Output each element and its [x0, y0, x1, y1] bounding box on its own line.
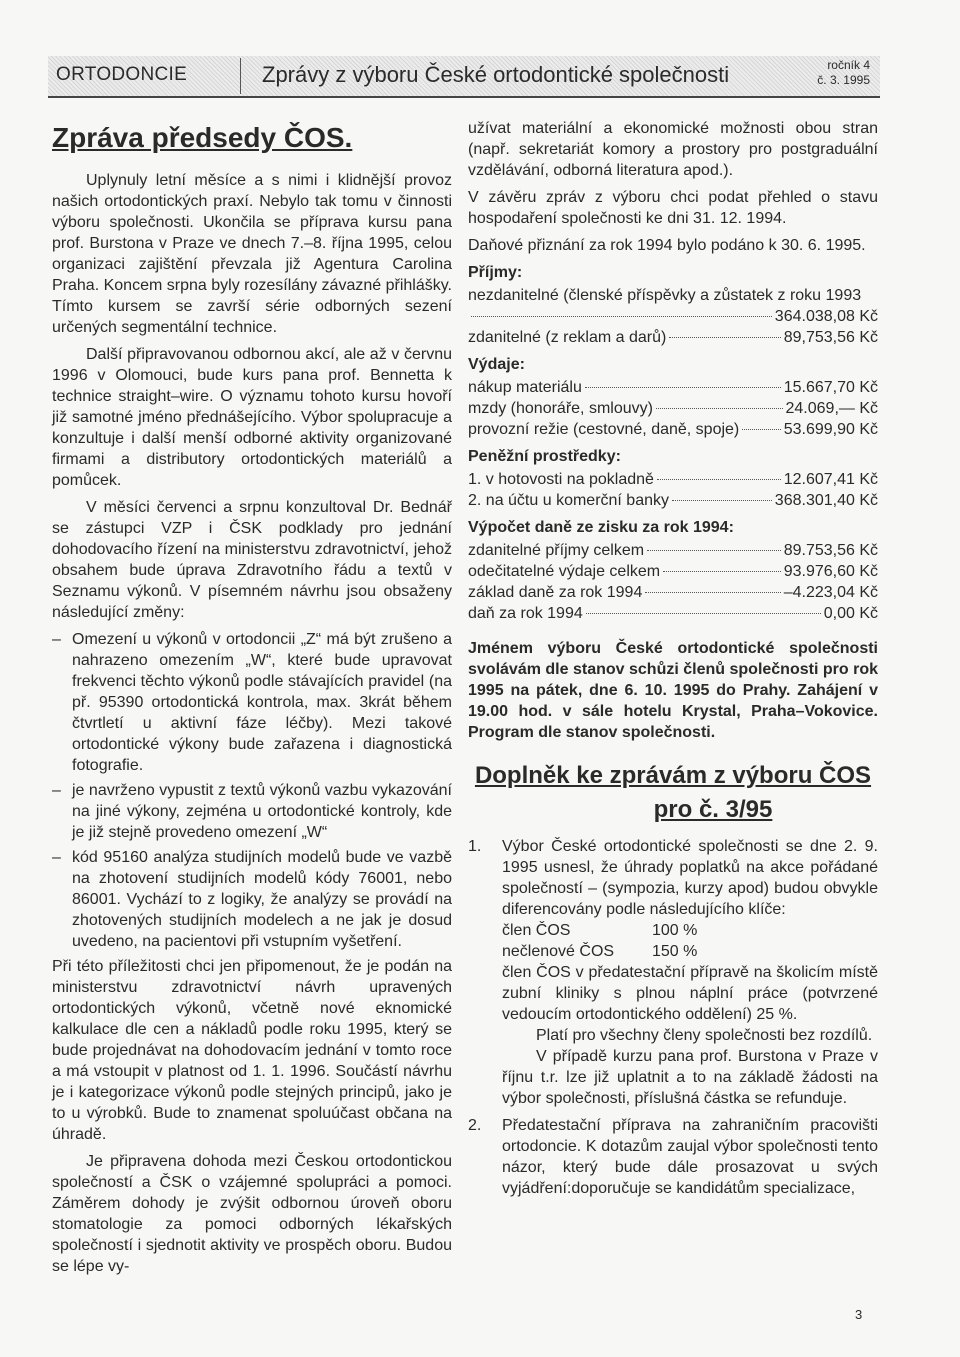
expense-value: 24.069,— Kč: [785, 400, 878, 417]
item-text: člen ČOS v předatestační přípravě na školicím místě zubní kliniky s plnou náplní práce (potvrzené vedoucím ortodontického oddělení) 25 %.: [502, 964, 878, 1023]
expense-label: provozní režie (cestovné, daně, spoje): [468, 421, 740, 438]
expense-value: 15.667,70 Kč: [783, 379, 878, 396]
rate-row: [502, 941, 762, 962]
paragraph: Je připravena dohoda mezi Českou ortodontickou společností a ČSK o vzájemné spolupráci a pomoci. Záměrem dohody je zvýšit odbornou úroveň oboru stomatologie za pomoci odborných lékařských společností i sjednotit aktivity ve prospěch oboru. Budou se lépe vy-: [52, 1153, 452, 1275]
list-item: [468, 1115, 878, 1199]
rate-row: [502, 920, 762, 941]
leader-dots: [645, 592, 780, 593]
income-value: 89,753,56 Kč: [783, 329, 878, 346]
tax-row: [468, 561, 878, 582]
cash-row: [468, 490, 878, 511]
paragraph: V závěru zpráv z výboru chci podat přehled o stavu hospodaření společnosti ke dni 31. 12. 1994.: [468, 189, 878, 227]
list-item: – je navrženo vypustit z textů výkonů vazbu vykazování na jiné výkony, zejména u ortodontické kontroly, kde je již stejně provedeno omezení „W“: [52, 780, 452, 843]
income-value: 364.038,08 Kč: [774, 308, 878, 325]
item-text: V případě kurzu pana prof. Burstona v Praze v říjnu t.r. lze již uplatnit a to na základě žádosti na výbor společnosti, příslušná částka se refunduje.: [502, 1048, 878, 1107]
list-item: – Omezení u výkonů v ortodoncii „Z“ má být zrušeno a nahrazeno omezením „W“, které bude upravovat frekvenci těchto výkonů podle stávajících pravidel (na př. 95390 ortodontická kontrola, max. 3krát během čtvrtletí u aktivní fáze léčby). Mezi takové ortodontické výkony bude zařazena i diagnostická fotografie.: [52, 629, 452, 776]
cash-label: 2. na účtu u komerční banky: [468, 492, 669, 509]
tax-value: 93.976,60 Kč: [783, 563, 878, 580]
item-text: Předatestační příprava na zahraničním pracovišti ortodoncie. K dotazům zaujal výbor společnosti tento názor, který bude dále prosazovat u svých vyjádření:doporučuje se kandidátům specializace,: [502, 1117, 878, 1197]
leader-dots: [647, 550, 781, 551]
rate-label: člen ČOS: [502, 922, 571, 939]
expense-row: [468, 377, 878, 398]
leader-dots: [672, 500, 772, 501]
leader-dots: [669, 337, 780, 338]
leader-dots: [586, 613, 821, 614]
expense-label: nákup materiálu: [468, 379, 582, 396]
page-header: [48, 56, 880, 98]
item-text: Výbor České ortodontické společnosti se dne 2. 9. 1995 usnesl, že úhrady poplatků na akce pořádané společností – (sympozia, kurzy apod) budou obvykle diferencovány podle následujícího klíče:: [502, 838, 878, 918]
paragraph: V měsíci červenci a srpnu konzultoval Dr. Bednář se zástupci VZP i ČSK podklady pro jednání dohodovacího řízení na ministerstvu zdravotnictví, jehož obsahem bude úprava Zdravotního řádu a textů v Seznamu výkonů. V písemném návrhu jsou obsaženy následující změny:: [52, 499, 452, 621]
cash-row: [468, 469, 878, 490]
supplement-heading: Doplněk ke zprávám z výboru ČOS: [474, 762, 872, 789]
leader-dots: [657, 479, 781, 480]
tax-label: zdanitelné příjmy celkem: [468, 542, 645, 559]
tax-label: odečitatelné výdaje celkem: [468, 563, 661, 580]
paragraph: užívat materiální a ekonomické možnosti obou stran (např. sekretariát komory a prostory pro postgraduální vzdělávání, odborná literatura apod.).: [468, 120, 878, 179]
tax-row: [468, 603, 878, 624]
tax-heading: Výpočet daně ze zisku za rok 1994:: [468, 519, 734, 536]
leader-dots: [656, 408, 783, 409]
income-label: zdanitelné (z reklam a darů): [468, 329, 667, 346]
issue-line: č. 3. 1995: [817, 73, 870, 87]
expense-row: [468, 419, 878, 440]
item-number: 1.: [468, 838, 482, 855]
paragraph: Uplynuly letní měsíce a s nimi i klidnější provoz našich ortodontických praxí. Nebylo tak tomu v činnosti výboru společnosti. Ukončila se příprava kursu pana prof. Burstona v Praze ve dnech 7.–8. října 1995, celou organizaci zajištění převzala již Agentura Carolina Praha. Koncem srpna byly rozesílány závazné přihlášky. Tímto kursem se završí série odborných sezení určených segmentální technice.: [52, 172, 452, 336]
meeting-announcement: Jménem výboru České ortodontické společnosti svolávám dle stanov schůzi členů společnosti pro rok 1995 na pátek, dne 6. 10. 1995 do Prahy. Zahájení v 19.00 hod. v sále hotelu Krystal, Praha–Vokovice. Program dle stanov společnosti.: [468, 640, 878, 741]
tax-label: základ daně za rok 1994: [468, 584, 643, 601]
cash-label: 1. v hotovosti na pokladně: [468, 471, 654, 488]
cash-value: 12.607,41 Kč: [783, 471, 878, 488]
volume-line: ročník 4: [827, 58, 870, 72]
article-heading: Zpráva předsedy ČOS.: [52, 122, 353, 153]
cash-heading: Peněžní prostředky:: [468, 448, 621, 465]
header-divider: [240, 58, 241, 94]
section-label: ORTODONCIE: [56, 64, 188, 85]
item-number: 2.: [468, 1117, 482, 1134]
supplement-list: [468, 836, 878, 1199]
leader-dots: [471, 316, 772, 317]
right-column: [468, 118, 878, 1205]
rate-label: nečlenové ČOS: [502, 943, 615, 960]
tax-value: –4.223,04 Kč: [783, 584, 878, 601]
supplement-subheading: pro č. 3/95: [653, 796, 773, 823]
cash-value: 368.301,40 Kč: [774, 492, 878, 509]
rate-value: 150 %: [652, 943, 698, 960]
rate-value: 100 %: [652, 922, 698, 939]
tax-row: [468, 540, 878, 561]
income-row: [468, 306, 878, 327]
expense-heading: Výdaje:: [468, 356, 525, 373]
leader-dots: [585, 387, 781, 388]
changes-list: [52, 629, 452, 952]
income-heading: Příjmy:: [468, 264, 523, 281]
leader-dots: [742, 429, 780, 430]
leader-dots: [663, 571, 781, 572]
tax-value: 89.753,56 Kč: [783, 542, 878, 559]
tax-row: [468, 582, 878, 603]
page-number: 3: [855, 1307, 863, 1322]
expense-label: mzdy (honoráře, smlouvy): [468, 400, 653, 417]
paragraph: Další připravovanou odbornou akcí, ale až v červnu 1996 v Olomouci, bude kurs pana prof. Bennetta k technice straight–wire. O významu tohoto kursu hovoří již samotné jméno přednášejícího. Výbor spolupracuje a konzultuje i další menší odborné aktivity organizované firmami a distributory ortodontických materiálů a pomůcek.: [52, 346, 452, 489]
header-title: Zprávy z výboru České ortodontické společnosti: [262, 62, 730, 87]
left-column: [52, 118, 452, 1283]
income-row: [468, 327, 878, 348]
paragraph: Při této příležitosti chci jen připomenout, že je podán na ministerstvu zdravotnictví návrh upravených ortodontických výkonů, včetně nové eknomické kalkulace dle cen a nákladů podle roku 1995, který se bude projednávat na dohodovacím jednání v tomto roce a má vstoupit v platnost od 1. 1. 1996. Součástí návrhu je i kategorizace výkonů podle stejných principů, jako je to u výrobků. Bude to znamenat spoluúčast občana na úhradě.: [52, 958, 452, 1143]
expense-value: 53.699,90 Kč: [783, 421, 878, 438]
expense-row: [468, 398, 878, 419]
income-line: nezdanitelné (členské příspěvky a zůstatek z roku 1993: [468, 287, 862, 304]
paragraph: Daňové přiznání za rok 1994 bylo podáno k 30. 6. 1995.: [468, 237, 866, 254]
tax-value: 0,00 Kč: [823, 605, 878, 622]
item-text: Platí pro všechny členy společnosti bez rozdílů.: [536, 1027, 873, 1044]
list-item: – kód 95160 analýza studijních modelů bude ve vazbě na zhotovení studijních modelů kódy 76001, nebo 86001. Vychází to z logiky, že analýzy se provádí na zhotovených studijních modelech a ne jak je dosud uvedeno, na pacientovi při vstupním vyšetření.: [52, 847, 452, 952]
list-item: [468, 836, 878, 1109]
volume-info: [817, 58, 870, 88]
tax-label: daň za rok 1994: [468, 605, 583, 622]
